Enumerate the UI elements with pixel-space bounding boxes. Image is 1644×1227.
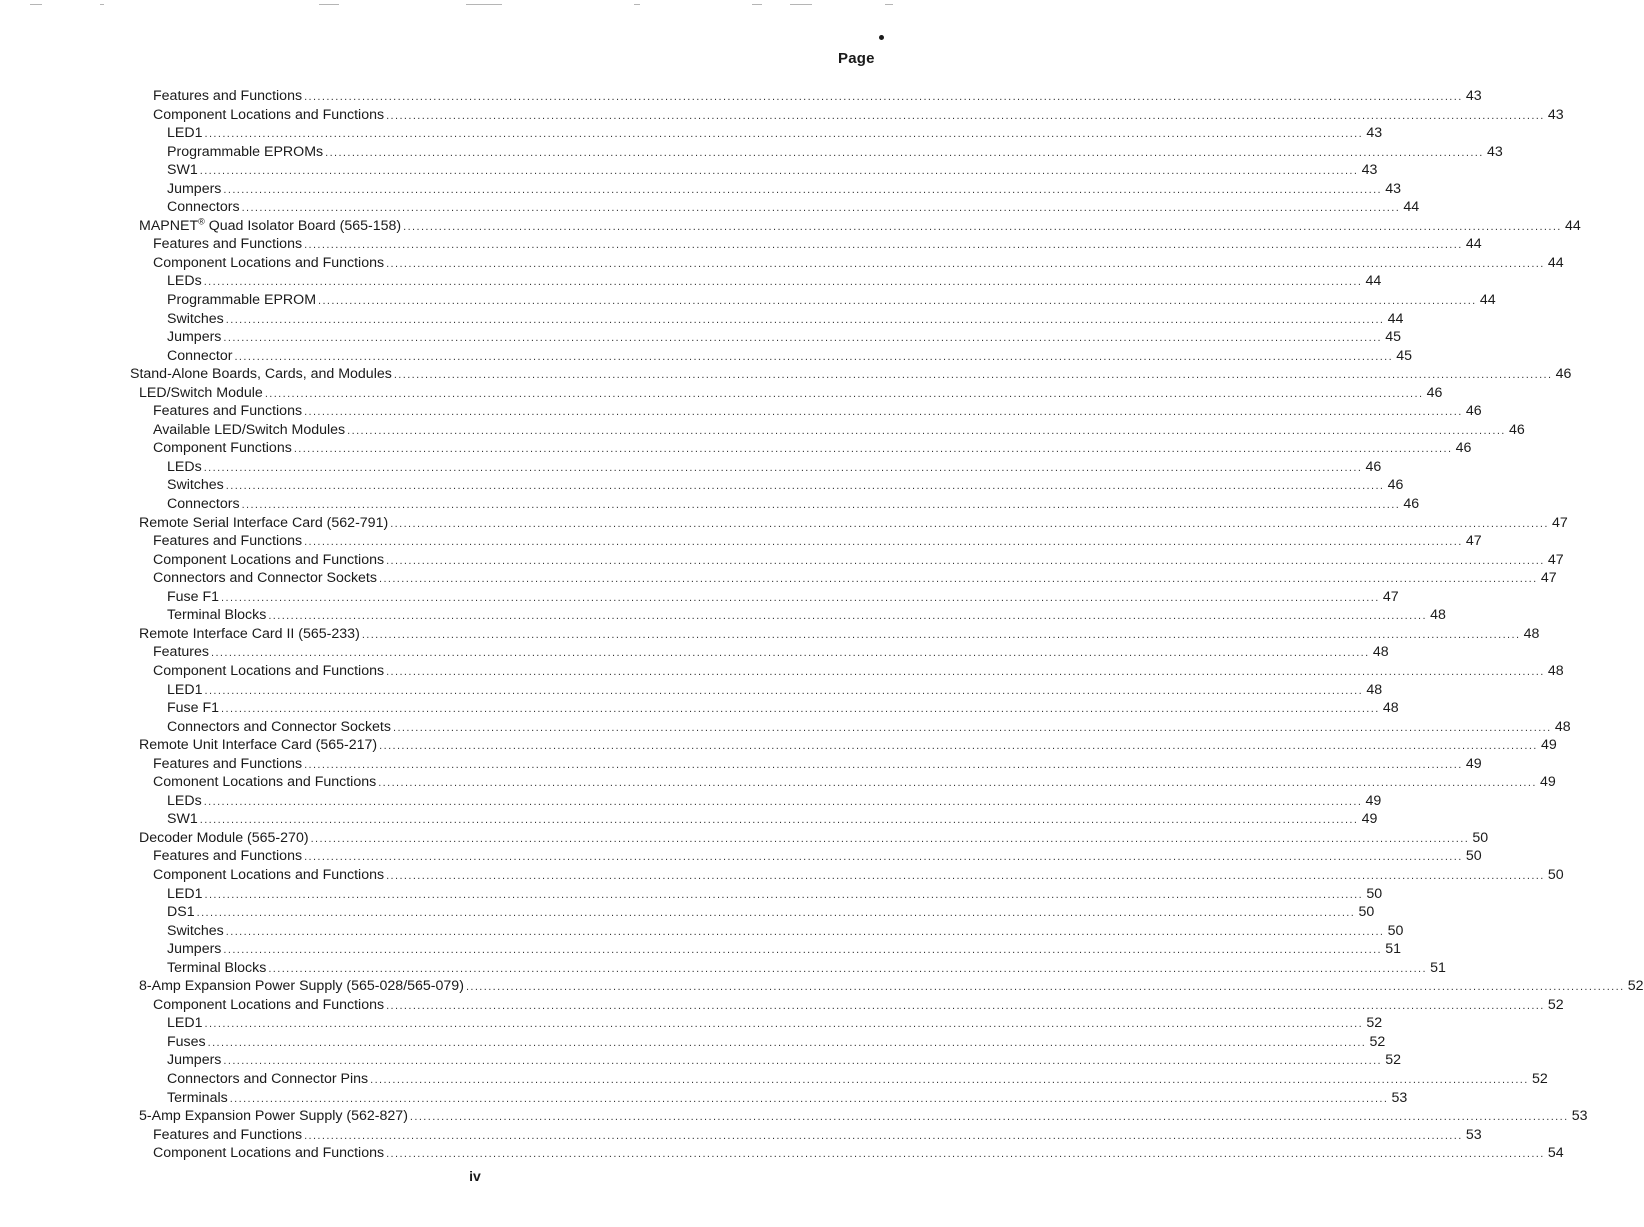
toc-entry-title: Jumpers [167, 329, 222, 346]
toc-entry-title: Decoder Module (565-270) [139, 829, 309, 846]
toc-entry-page: 44 [1564, 217, 1581, 234]
toc-entry-title: Features and Functions [153, 236, 303, 253]
toc-entry [0, 384, 1443, 403]
dot-leader: .................................................................................................................................................................................................................................................................... [241, 499, 1401, 512]
toc-entry-title: Connectors [167, 496, 240, 513]
toc-entry [0, 347, 1413, 366]
dot-leader: .................................................................................................................................................................................................................................................................... [386, 554, 1545, 567]
dot-leader: .................................................................................................................................................................................................................................................................... [204, 684, 1364, 697]
dot-leader: .................................................................................................................................................................................................................................................................... [204, 128, 1364, 141]
toc-entry-title: Terminals [167, 1089, 228, 1106]
toc-entry-page: 50 [1387, 922, 1404, 939]
toc-entry-page: 45 [1396, 347, 1413, 364]
dot-leader: .................................................................................................................................................................................................................................................................... [264, 387, 1424, 400]
toc-entry [0, 216, 1581, 236]
toc-entry-page: 50 [1465, 848, 1482, 865]
dot-leader: .................................................................................................................................................................................................................................................................... [386, 109, 1545, 122]
toc-entry-page: 48 [1430, 607, 1446, 624]
toc-entry-page: 44 [1387, 310, 1404, 327]
toc-entry [0, 1014, 1383, 1033]
toc-entry [0, 792, 1382, 811]
toc-entry-title: LEDs [167, 792, 202, 809]
toc-entry-title: Component Locations and Functions [153, 662, 385, 679]
toc-entry [0, 625, 1540, 644]
dot-leader: .................................................................................................................................................................................................................................................................... [370, 1073, 1529, 1086]
dot-leader: .................................................................................................................................................................................................................................................................... [229, 1092, 1389, 1105]
dot-leader: .................................................................................................................................................................................................................................................................... [223, 944, 1383, 957]
dot-leader: .................................................................................................................................................................................................................................................................... [465, 981, 1625, 994]
toc-entry [0, 254, 1564, 273]
toc-entry-title: Features and Functions [153, 755, 303, 772]
toc-entry-page: 46 [1508, 421, 1525, 438]
toc-entry-page: 43 [1547, 106, 1564, 123]
toc-entry-page: 46 [1465, 403, 1482, 420]
toc-entry-page: 52 [1366, 1015, 1383, 1032]
dot-leader: .................................................................................................................................................................................................................................................................... [221, 591, 1380, 604]
scan-artifacts [30, 4, 910, 8]
toc-entry-page: 46 [1365, 458, 1382, 475]
toc-entry-title: Connectors and Connector Pins [167, 1070, 369, 1087]
toc-entry [0, 328, 1402, 347]
toc-entry-title: Component Locations and Functions [153, 866, 385, 883]
toc-entry-title: LEDs [167, 458, 202, 475]
dot-leader: .................................................................................................................................................................................................................................................................... [221, 703, 1380, 716]
toc-entry-title: Jumpers [167, 180, 222, 197]
toc-entry-page: 43 [1366, 125, 1383, 142]
toc-entry [0, 402, 1482, 421]
dot-leader: .................................................................................................................................................................................................................................................................... [304, 758, 1463, 771]
toc-entry-title: Stand-Alone Boards, Cards, and Modules [130, 366, 392, 383]
toc-entry-page: 46 [1555, 366, 1572, 383]
toc-entry-title: Fuses [167, 1033, 206, 1050]
bullet-mark [879, 35, 884, 40]
dot-leader: .................................................................................................................................................................................................................................................................... [204, 1018, 1364, 1031]
dot-leader: .................................................................................................................................................................................................................................................................... [241, 202, 1401, 215]
toc-entry [0, 959, 1446, 978]
toc-entry [0, 532, 1482, 551]
toc-entry-title: Remote Unit Interface Card (565-217) [139, 737, 378, 754]
toc-entry-title: Connectors [167, 199, 240, 216]
toc-entry [0, 773, 1556, 792]
dot-leader: .................................................................................................................................................................................................................................................................... [386, 1148, 1545, 1161]
toc-entry [0, 439, 1472, 458]
toc-entry-title: 8-Amp Expansion Power Supply (565-028/565-079) [139, 978, 464, 995]
toc-entry-title: Component Locations and Functions [153, 996, 385, 1013]
dot-leader: .................................................................................................................................................................................................................................................................... [361, 628, 1521, 641]
toc-entry-title: 5-Amp Expansion Power Supply (562-827) [139, 1108, 408, 1125]
table-of-contents [0, 87, 1644, 1163]
toc-entry-page: 49 [1540, 737, 1557, 754]
dot-leader: .................................................................................................................................................................................................................................................................... [304, 406, 1463, 419]
toc-entry-title: Remote Interface Card II (565-233) [139, 625, 360, 642]
toc-entry-page: 52 [1627, 978, 1644, 995]
dot-leader: .................................................................................................................................................................................................................................................................... [196, 907, 1356, 920]
toc-entry [0, 458, 1382, 477]
footer-page-number: iv [469, 1168, 481, 1184]
toc-entry-title: Available LED/Switch Modules [153, 421, 346, 438]
dot-leader: .................................................................................................................................................................................................................................................................... [203, 461, 1363, 474]
toc-entry [0, 551, 1564, 570]
toc-entry [0, 365, 1572, 384]
toc-entry [0, 810, 1378, 829]
dot-leader: .................................................................................................................................................................................................................................................................... [304, 1129, 1463, 1142]
toc-entry-page: 48 [1382, 700, 1399, 717]
toc-entry [0, 977, 1644, 996]
toc-entry [0, 180, 1402, 199]
toc-entry-title: Component Locations and Functions [153, 106, 385, 123]
toc-entry [0, 421, 1525, 440]
toc-entry [0, 718, 1571, 737]
toc-entry-page: 53 [1465, 1126, 1482, 1143]
dot-leader: .................................................................................................................................................................................................................................................................... [304, 239, 1463, 252]
toc-entry-title: LED1 [167, 1015, 203, 1032]
toc-entry [0, 1033, 1386, 1052]
toc-entry-title: Switches [167, 477, 224, 494]
toc-entry [0, 606, 1446, 625]
toc-entry-title: DS1 [167, 904, 195, 921]
toc-entry-page: 47 [1382, 588, 1399, 605]
toc-entry [0, 681, 1383, 700]
toc-entry-page: 52 [1547, 996, 1564, 1013]
toc-entry [0, 866, 1564, 885]
toc-entry-page: 44 [1403, 199, 1420, 216]
dot-leader: .................................................................................................................................................................................................................................................................... [378, 777, 1537, 790]
toc-entry-page: 49 [1365, 792, 1382, 809]
toc-entry-page: 52 [1385, 1052, 1402, 1069]
toc-entry-page: 43 [1385, 180, 1402, 197]
dot-leader: .................................................................................................................................................................................................................................................................... [386, 257, 1545, 270]
toc-entry [0, 1089, 1408, 1108]
page-column-heading: Page [838, 50, 875, 67]
toc-entry-title: Jumpers [167, 1052, 222, 1069]
toc-entry-title: Switches [167, 922, 224, 939]
toc-entry [0, 514, 1568, 533]
toc-entry [0, 291, 1496, 310]
toc-entry [0, 885, 1383, 904]
toc-entry-page: 49 [1361, 811, 1378, 828]
toc-entry [0, 476, 1404, 495]
toc-entry [0, 124, 1383, 143]
dot-leader: .................................................................................................................................................................................................................................................................... [318, 295, 1477, 308]
dot-leader: .................................................................................................................................................................................................................................................................... [393, 369, 1553, 382]
toc-entry-page: 52 [1531, 1070, 1548, 1087]
toc-entry-page: 43 [1486, 143, 1503, 160]
toc-entry-page: 50 [1472, 829, 1489, 846]
toc-entry-page: 48 [1372, 644, 1389, 661]
toc-entry-title: Component Functions [153, 440, 292, 457]
toc-entry-page: 52 [1369, 1033, 1386, 1050]
toc-entry-page: 47 [1552, 514, 1568, 531]
dot-leader: .................................................................................................................................................................................................................................................................... [223, 1055, 1383, 1068]
toc-entry-title: LED/Switch Module [139, 384, 263, 401]
toc-entry [0, 310, 1404, 329]
dot-leader: .................................................................................................................................................................................................................................................................... [304, 536, 1463, 549]
toc-entry [0, 847, 1482, 866]
toc-entry [0, 922, 1404, 941]
toc-entry [0, 495, 1420, 514]
dot-leader: .................................................................................................................................................................................................................................................................... [223, 183, 1383, 196]
toc-entry-page: 48 [1366, 681, 1383, 698]
toc-entry-page: 46 [1387, 477, 1404, 494]
toc-entry-title: Connectors and Connector Sockets [153, 570, 377, 587]
toc-entry-page: 44 [1547, 254, 1564, 271]
toc-entry-title: Features and Functions [153, 88, 303, 104]
toc-entry-page: 50 [1358, 904, 1375, 921]
toc-entry-page: 45 [1385, 329, 1402, 346]
registered-mark: ® [198, 216, 205, 227]
toc-entry-title: Connector [167, 347, 233, 364]
toc-entry [0, 143, 1503, 162]
toc-entry-page: 44 [1365, 273, 1382, 290]
toc-entry-page: 43 [1465, 88, 1482, 104]
toc-entry-title: LEDs [167, 273, 202, 290]
toc-entry-page: 47 [1540, 570, 1557, 587]
dot-leader: .................................................................................................................................................................................................................................................................... [347, 424, 1506, 437]
toc-entry [0, 106, 1564, 125]
dot-leader: .................................................................................................................................................................................................................................................................... [225, 313, 1385, 326]
toc-entry [0, 996, 1564, 1015]
toc-entry [0, 198, 1420, 217]
dot-leader: .................................................................................................................................................................................................................................................................... [304, 851, 1463, 864]
dot-leader: .................................................................................................................................................................................................................................................................... [325, 146, 1484, 159]
toc-entry-title: LED1 [167, 125, 203, 142]
toc-entry-title: Features and Functions [153, 403, 303, 420]
toc-entry-title: Comonent Locations and Functions [153, 774, 377, 791]
dot-leader: .................................................................................................................................................................................................................................................................... [409, 1111, 1569, 1124]
toc-entry-page: 48 [1523, 625, 1540, 642]
dot-leader: .................................................................................................................................................................................................................................................................... [234, 350, 1394, 363]
toc-entry-page: 48 [1554, 718, 1571, 735]
toc-entry [0, 755, 1482, 774]
dot-leader: .................................................................................................................................................................................................................................................................... [211, 647, 1370, 660]
toc-entry-page: 46 [1403, 496, 1420, 513]
toc-entry-title: LED1 [167, 885, 203, 902]
toc-entry-title: Jumpers [167, 941, 222, 958]
toc-entry-title: Connectors and Connector Sockets [167, 718, 391, 735]
toc-entry-title: Fuse F1 [167, 700, 220, 717]
dot-leader: .................................................................................................................................................................................................................................................................... [403, 220, 1562, 233]
toc-entry-page: 49 [1465, 755, 1482, 772]
toc-entry [0, 1126, 1482, 1145]
toc-entry [0, 588, 1399, 607]
dot-leader: .................................................................................................................................................................................................................................................................... [225, 480, 1385, 493]
toc-entry [0, 1144, 1564, 1163]
toc-entry-page: 46 [1455, 440, 1472, 457]
toc-entry [0, 736, 1557, 755]
toc-entry-title: Features and Functions [153, 1126, 303, 1143]
dot-leader: .................................................................................................................................................................................................................................................................... [207, 1036, 1367, 1049]
toc-entry-title: Programmable EPROM [167, 292, 317, 309]
toc-entry [0, 1107, 1588, 1126]
toc-entry-page: 53 [1571, 1108, 1588, 1125]
toc-entry [0, 940, 1402, 959]
toc-entry-title: Features [153, 644, 209, 661]
toc-entry-page: 44 [1465, 236, 1482, 253]
toc-entry [0, 1051, 1402, 1070]
dot-leader: .................................................................................................................................................................................................................................................................... [304, 91, 1463, 103]
toc-entry-page: 53 [1391, 1089, 1408, 1106]
toc-entry-title: Programmable EPROMs [167, 143, 324, 160]
toc-entry-page: 46 [1426, 384, 1443, 401]
toc-entry-page: 51 [1385, 941, 1402, 958]
toc-entry-page: 54 [1547, 1145, 1564, 1162]
toc-entry-page: 43 [1361, 162, 1378, 179]
dot-leader: .................................................................................................................................................................................................................................................................... [386, 665, 1545, 678]
toc-entry [0, 829, 1489, 848]
toc-entry [0, 272, 1382, 291]
dot-leader: .................................................................................................................................................................................................................................................................... [379, 740, 1538, 753]
toc-entry-page: 49 [1540, 774, 1556, 791]
toc-entry-title: Component Locations and Functions [153, 1145, 385, 1162]
dot-leader: .................................................................................................................................................................................................................................................................... [386, 999, 1545, 1012]
toc-entry-title: Component Locations and Functions [153, 551, 385, 568]
toc-entry-title: Features and Functions [153, 533, 303, 550]
toc-entry [0, 87, 1482, 106]
dot-leader: .................................................................................................................................................................................................................................................................... [223, 332, 1383, 345]
dot-leader: .................................................................................................................................................................................................................................................................... [204, 888, 1364, 901]
toc-entry-title: Terminal Blocks [167, 959, 267, 976]
toc-entry-title: Terminal Blocks [167, 607, 267, 624]
toc-entry [0, 662, 1564, 681]
toc-entry [0, 569, 1557, 588]
toc-entry-title: SW1 [167, 162, 198, 179]
dot-leader: .................................................................................................................................................................................................................................................................... [378, 573, 1538, 586]
toc-entry [0, 643, 1389, 662]
toc-entry-page: 50 [1547, 866, 1564, 883]
toc-entry-title: Component Locations and Functions [153, 254, 385, 271]
toc-entry-page: 47 [1547, 551, 1564, 568]
dot-leader: .................................................................................................................................................................................................................................................................... [386, 869, 1545, 882]
toc-entry [0, 235, 1482, 254]
dot-leader: .................................................................................................................................................................................................................................................................... [203, 276, 1363, 289]
toc-entry-page: 44 [1479, 292, 1496, 309]
toc-entry-title: Features and Functions [153, 848, 303, 865]
toc-entry [0, 1070, 1548, 1089]
toc-entry [0, 699, 1399, 718]
toc-entry-title: SW1 [167, 811, 198, 828]
toc-entry-title: Remote Serial Interface Card (562-791) [139, 514, 389, 531]
dot-leader: .................................................................................................................................................................................................................................................................... [199, 165, 1359, 178]
dot-leader: .................................................................................................................................................................................................................................................................... [390, 517, 1549, 530]
dot-leader: .................................................................................................................................................................................................................................................................... [310, 832, 1470, 845]
toc-entry [0, 903, 1375, 922]
toc-entry-title: MAPNET® Quad Isolator Board (565-158) [139, 216, 402, 234]
toc-entry-page: 50 [1366, 885, 1383, 902]
toc-entry-title: Fuse F1 [167, 588, 220, 605]
toc-entry-title: Switches [167, 310, 224, 327]
dot-leader: .................................................................................................................................................................................................................................................................... [293, 443, 1453, 456]
toc-entry-page: 48 [1547, 662, 1564, 679]
dot-leader: .................................................................................................................................................................................................................................................................... [199, 814, 1359, 827]
toc-entry-page: 47 [1465, 533, 1482, 550]
toc-entry-page: 51 [1430, 959, 1446, 976]
dot-leader: .................................................................................................................................................................................................................................................................... [268, 962, 1427, 975]
dot-leader: .................................................................................................................................................................................................................................................................... [268, 610, 1427, 623]
toc-entry-title: LED1 [167, 681, 203, 698]
dot-leader: .................................................................................................................................................................................................................................................................... [203, 795, 1363, 808]
dot-leader: .................................................................................................................................................................................................................................................................... [392, 721, 1552, 734]
toc-entry [0, 161, 1378, 180]
dot-leader: .................................................................................................................................................................................................................................................................... [225, 925, 1385, 938]
